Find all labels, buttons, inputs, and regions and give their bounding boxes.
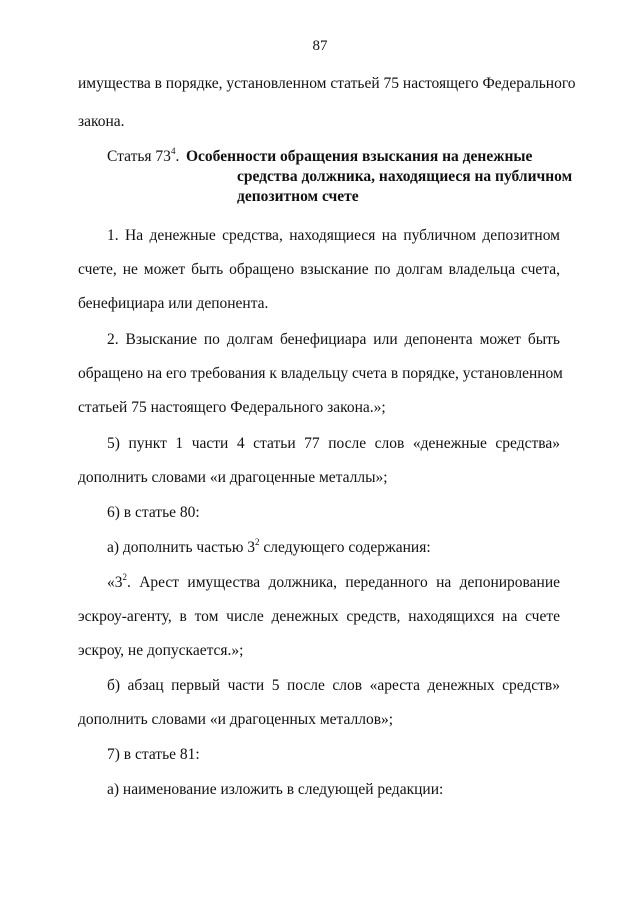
article-label: Статья $73^4$. [107,146,180,165]
text-line: 2. Взыскание по долгам бенефициара или депонента может быть [107,331,560,348]
text-line: дополнить словами «и драгоценных металлов»; [78,711,394,728]
text-line: счете, не может быть обращено взыскание по долгам владельца счета, [78,261,560,278]
text-line: эскроу, не допускается.»; [78,642,244,659]
text-line: «$3^2$. Арест имущества должника, переданного на депонирование [107,572,560,591]
text-line: 1. На денежные средства, находящиеся на публичном депозитном [107,227,560,244]
text-line: имущества в порядке, установленном статьей 75 настоящего Федерального [78,75,576,92]
text-line: б) абзац первый части 5 после слов «ареста денежных средств» [107,677,560,694]
page-number: 87 [312,38,328,54]
text-line: статьей 75 настоящего Федерального закона.»; [78,399,386,416]
text-line: бенефициара или депонента. [78,295,269,312]
text-line: 6) в статье 80: [107,504,200,521]
text-line: дополнить словами «и драгоценные металлы»; [78,469,388,486]
text-line: эскроу-агенту, в том числе денежных средств, находящихся на счете [78,608,560,625]
text-line: 5) пункт 1 части 4 статьи 77 после слов «денежные средства» [107,435,560,452]
article-title: Особенности обращения взыскания на денежные средства должника, находящиеся на публичном депозитном счете [186,148,573,205]
text-line: закона. [78,113,125,130]
text-line: 7) в статье 81: [107,746,200,763]
text-line: а) дополнить частью $3^2$ следующего содержания: [107,537,431,556]
text-line: а) наименование изложить в следующей редакции: [107,781,444,798]
text-line: обращено на его требования к владельцу счета в порядке, установленном [78,365,563,382]
